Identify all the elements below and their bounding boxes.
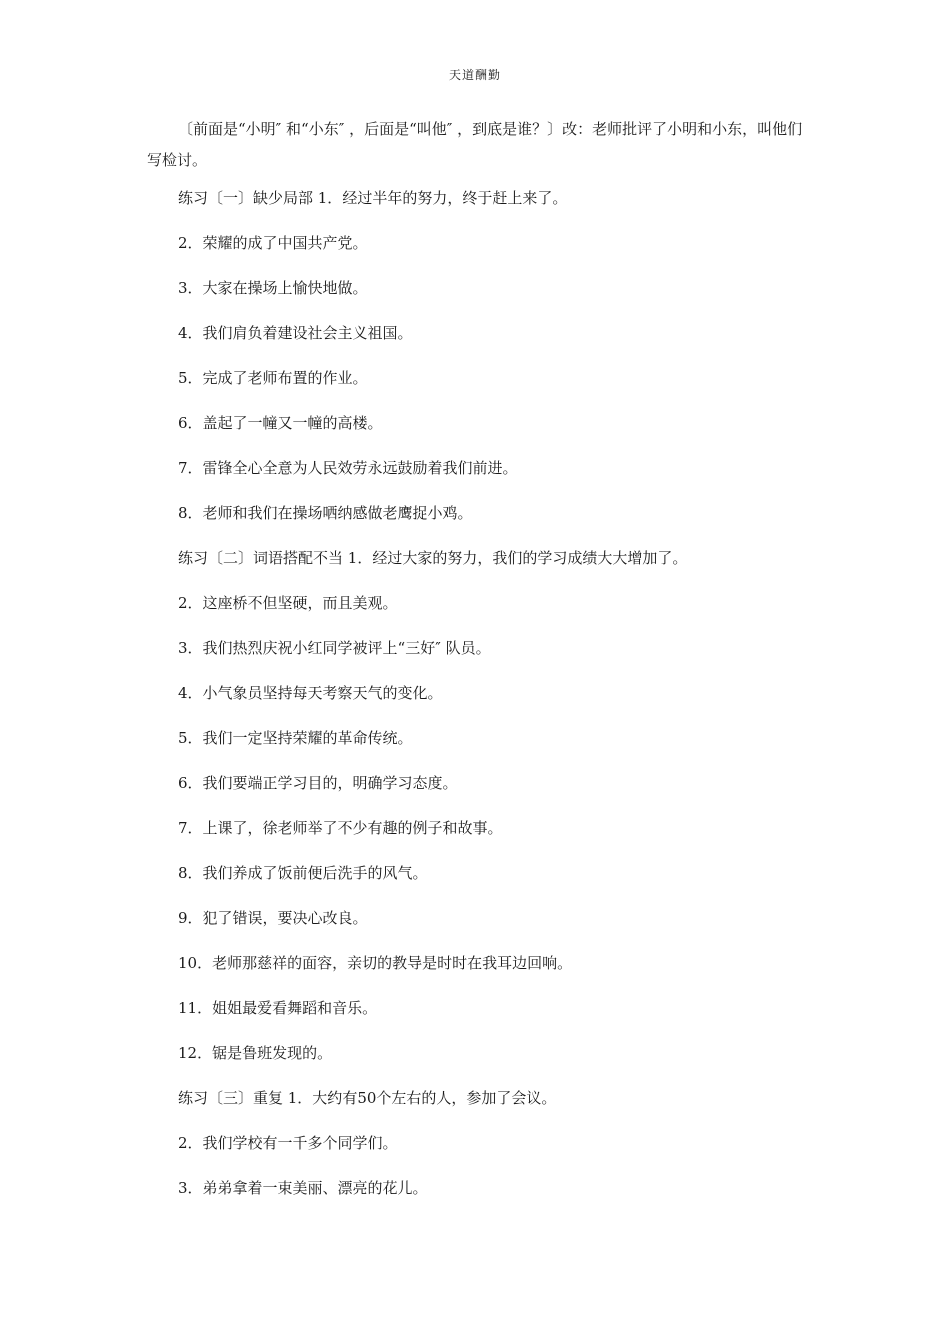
exercise-line: 6．我们要端正学习目的，明确学习态度。 [178,774,458,792]
exercise-line: 5．完成了老师布置的作业。 [178,369,368,387]
exercise-line: 11．姐姐最爱看舞蹈和音乐。 [178,999,378,1017]
intro-paragraph: 〔前面是“小明″ 和“小东″ ，后面是“叫他″ ，到底是谁？〕改：老师批评了小明和小东，叫他们写检讨。 [147,120,803,169]
exercise-line: 5．我们一定坚持荣耀的革命传统。 [178,729,413,747]
exercise-line: 2．荣耀的成了中国共产党。 [178,234,368,252]
exercise-line: 8．老师和我们在操场哂纳感做老鹰捉小鸡。 [178,504,473,522]
exercise-line: 4．我们肩负着建设社会主义祖国。 [178,324,413,342]
exercise-line: 9．犯了错误，要决心改良。 [178,909,368,927]
exercise-line: 8．我们养成了饭前便后洗手的风气。 [178,864,428,882]
exercise-line: 2．这座桥不但坚硬，而且美观。 [178,594,398,612]
document-body [147,114,807,1223]
exercise-line: 7．雷锋全心全意为人民效劳永远鼓励着我们前进。 [178,459,518,477]
exercise-2-heading: 练习〔二〕词语搭配不当 1．经过大家的努力，我们的学习成绩大大增加了。 [178,549,688,567]
exercise-line: 12．锯是鲁班发现的。 [178,1044,333,1062]
exercise-line: 2．我们学校有一千多个同学们。 [178,1134,398,1152]
exercise-line: 3．大家在操场上愉快地做。 [178,279,368,297]
exercise-3-heading: 练习〔三〕重复 1．大约有50个左右的人，参加了会议。 [178,1089,557,1107]
page-header: 天道酬勤 [448,68,501,82]
exercise-line: 3．弟弟拿着一束美丽、漂亮的花儿。 [178,1179,428,1197]
exercise-line: 6．盖起了一幢又一幢的高楼。 [178,414,383,432]
exercise-list [147,188,807,1223]
exercise-line: 7．上课了，徐老师举了不少有趣的例子和故事。 [178,819,503,837]
exercise-line: 3．我们热烈庆祝小红同学被评上“三好″ 队员。 [178,639,491,657]
exercise-line: 10．老师那慈祥的面容，亲切的教导是时时在我耳边回响。 [178,954,573,972]
exercise-line: 4．小气象员坚持每天考察天气的变化。 [178,684,443,702]
exercise-1-heading: 练习〔一〕缺少局部 1．经过半年的努力，终于赶上来了。 [178,189,568,207]
